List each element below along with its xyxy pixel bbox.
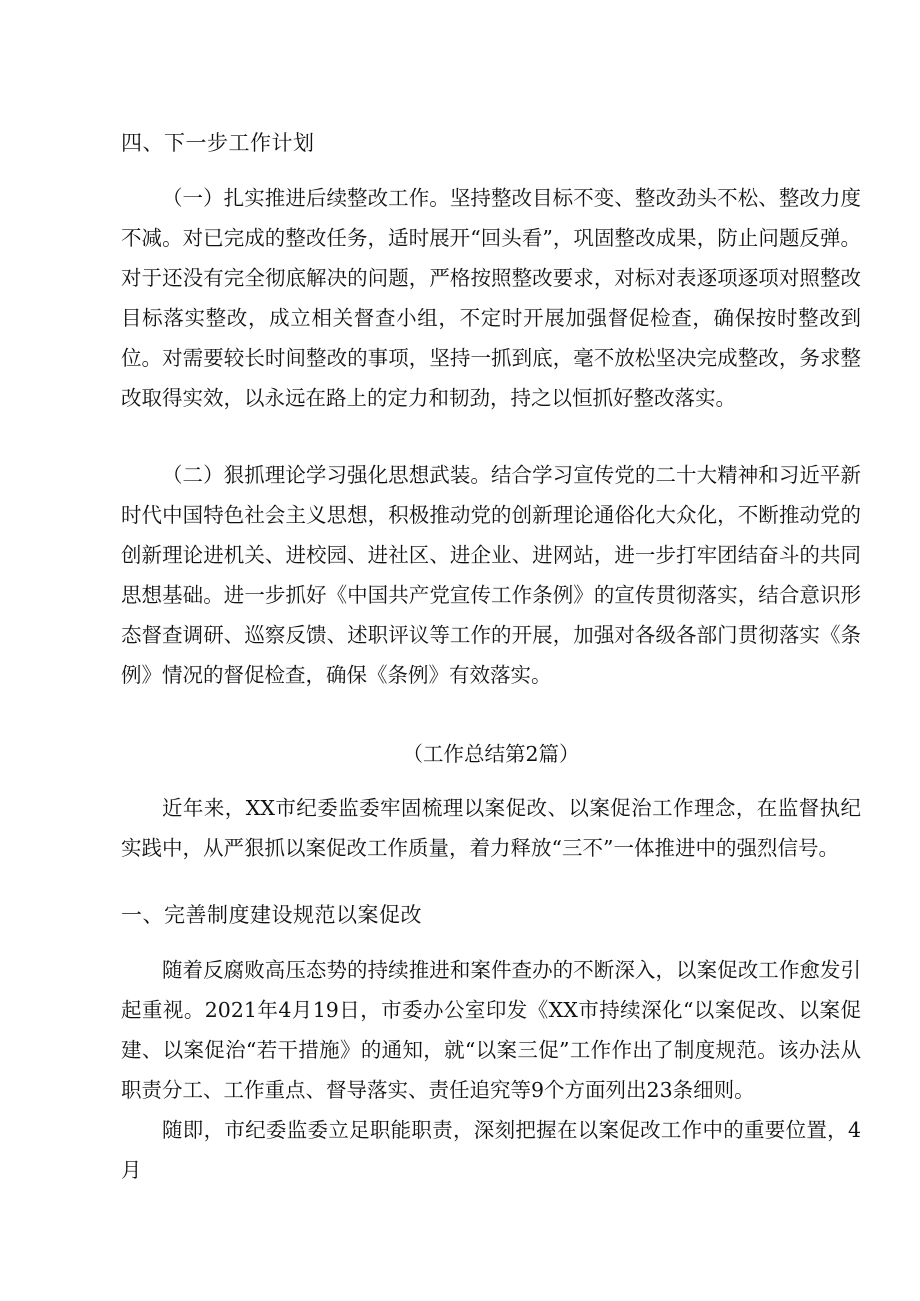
section-four-paragraph-2: （二）狠抓理论学习强化思想武装。结合学习宣传党的二十大精神和习近平新时代中国特色社会主义思想，积极推动党的创新理论通俗化大众化，不断推动党的创新理论进机关、进校园、进社区、进企业、进网站，进一步打牢团结奋斗的共同思想基础。进一步抓好《中国共产党宣传工作条例》的宣传贯彻落实，结合意识形态督查调研、巡察反馈、述职评议等工作的开展，加强对各级各部门贯彻落实《条例》情况的督促检查，确保《条例》有效落实。 [121, 463, 861, 687]
section-one-paragraph-1: 随着反腐败高压态势的持续推进和案件查办的不断深入，以案促改工作愈发引起重视。2021年4月19日，市委办公室印发《XX市持续深化“以案促改、以案促建、以案促治“若干措施》的通知，就“以案三促”工作作出了制度规范。该办法从职责分工、工作重点、督导落实、责任追究等9个方面列出23条细则。 [121, 958, 861, 1102]
section-four-heading: 四、下一步工作计划 [121, 131, 315, 155]
section-four-paragraph-1: （一）扎实推进后续整改工作。坚持整改目标不变、整改劲头不松、整改力度不减。对已完成的整改任务，适时展开“回头看”，巩固整改成果，防止问题反弹。对于还没有完全彻底解决的问题，严格按照整改要求，对标对表逐项逐项对照整改目标落实整改，成立相关督查小组，不定时开展加强督促检查，确保按时整改到位。对需要较长时间整改的事项，坚持一抓到底，毫不放松坚决完成整改，务求整改取得实效，以永远在路上的定力和韧劲，持之以恒抓好整改落实。 [121, 186, 861, 410]
section-one-paragraph-2: 随即，市纪委监委立足职能职责，深刻把握在以案促改工作中的重要位置，4月 [121, 1118, 861, 1182]
section-one-heading: 一、完善制度建设规范以案促改 [121, 903, 422, 927]
article-title: （工作总结第2篇） [402, 742, 580, 766]
intro-paragraph: 近年来，XX市纪委监委牢固梳理以案促改、以案促治工作理念，在监督执纪实践中，从严狠抓以案促改工作质量，着力释放“三不”一体推进中的强烈信号。 [121, 796, 861, 860]
